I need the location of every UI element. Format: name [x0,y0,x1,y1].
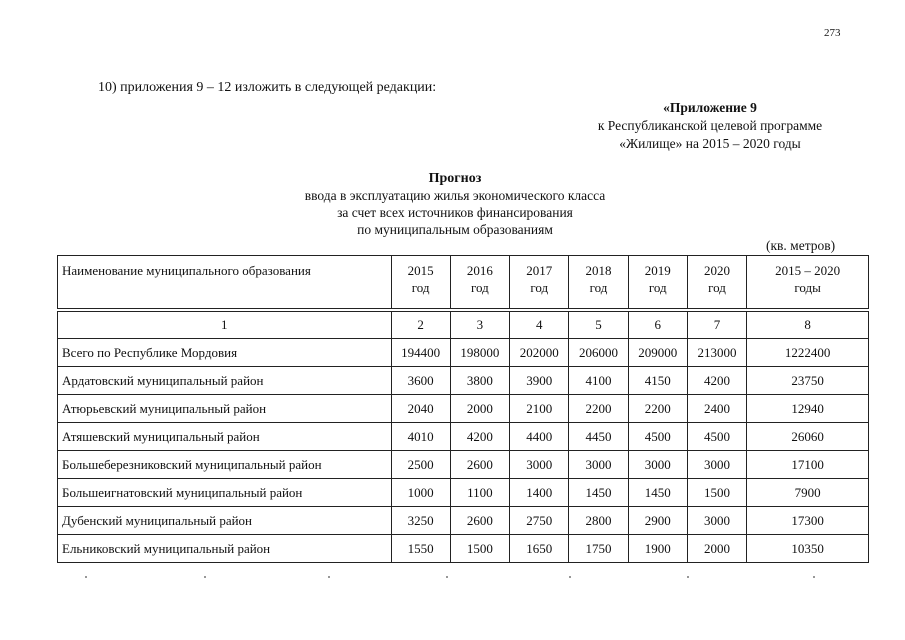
forecast-line-3: по муниципальным образованиям [357,222,553,237]
value-cell: 2000 [687,535,746,563]
column-number: 8 [747,312,869,339]
scan-marks [0,576,905,586]
value-cell: 4150 [628,367,687,395]
value-cell: 1450 [628,479,687,507]
header-year [687,256,746,309]
scan-dot [569,576,571,578]
row-name-cell: Всего по Республике Мордовия [58,339,392,367]
header-line: 2018 [585,263,612,278]
value-cell: 1222400 [747,339,869,367]
header-line: год [530,280,549,295]
value-cell: 4200 [450,423,509,451]
header-line: 2015 [407,263,434,278]
table-row [58,479,869,507]
scan-dot [446,576,448,578]
forecast-table [57,255,869,563]
value-cell: 1500 [687,479,746,507]
header-line: год [648,280,667,295]
column-number: 4 [510,312,569,339]
value-cell: 2600 [450,451,509,479]
appendix-header [560,99,860,153]
row-name-cell: Ардатовский муниципальный район [58,367,392,395]
value-cell: 3250 [391,507,450,535]
value-cell: 2500 [391,451,450,479]
page-number: 273 [824,27,841,39]
appendix-line-1: к Республиканской целевой программе [597,118,823,133]
value-cell: 4500 [628,423,687,451]
table-row [58,451,869,479]
table-row [58,535,869,563]
column-number: 6 [628,312,687,339]
header-line: 2017 [526,263,553,278]
value-cell: 7900 [747,479,869,507]
column-number: 7 [687,312,746,339]
forecast-line-2: за счет всех источников финансирования [337,205,573,220]
column-number: 2 [391,312,450,339]
value-cell: 2200 [569,395,628,423]
value-cell: 202000 [510,339,569,367]
column-number: 1 [58,312,392,339]
appendix-line-2: «Жилище» на 2015 – 2020 годы [619,136,801,151]
header-line: годы [794,280,821,295]
header-line: год [411,280,430,295]
scan-dot [687,576,689,578]
forecast-line-1: ввода в эксплуатацию жилья экономического класса [304,188,606,203]
value-cell: 1550 [391,535,450,563]
value-cell: 2000 [450,395,509,423]
header-line: год [589,280,608,295]
value-cell: 3000 [628,451,687,479]
value-cell: 2400 [687,395,746,423]
header-year [628,256,687,309]
value-cell: 17300 [747,507,869,535]
value-cell: 10350 [747,535,869,563]
intro-text: 10) приложения 9 – 12 изложить в следующей редакции: [98,80,437,95]
header-name [58,256,392,309]
value-cell: 1100 [450,479,509,507]
value-cell: 4450 [569,423,628,451]
column-number: 5 [569,312,628,339]
value-cell: 1500 [450,535,509,563]
value-cell: 2800 [569,507,628,535]
header-year [391,256,450,309]
column-number-row [58,312,869,339]
table-row [58,423,869,451]
row-name-cell: Ельниковский муниципальный район [58,535,392,563]
value-cell: 4010 [391,423,450,451]
value-cell: 3000 [687,507,746,535]
value-cell: 206000 [569,339,628,367]
value-cell: 1400 [510,479,569,507]
row-name-cell: Большеигнатовский муниципальный район [58,479,392,507]
value-cell: 3000 [687,451,746,479]
table-header-row [58,256,869,309]
value-cell: 194400 [391,339,450,367]
value-cell: 3800 [450,367,509,395]
value-cell: 1650 [510,535,569,563]
appendix-title: «Приложение 9 [663,100,757,115]
value-cell: 4100 [569,367,628,395]
row-name-cell: Большеберезниковский муниципальный район [58,451,392,479]
value-cell: 2040 [391,395,450,423]
value-cell: 3900 [510,367,569,395]
value-cell: 12940 [747,395,869,423]
value-cell: 2600 [450,507,509,535]
header-line: 2015 – 2020 [775,263,841,278]
header-line: Наименование муниципального образования [62,263,311,278]
value-cell: 1750 [569,535,628,563]
value-cell: 26060 [747,423,869,451]
value-cell: 1450 [569,479,628,507]
value-cell: 1000 [391,479,450,507]
forecast-heading [230,170,680,238]
scan-dot [328,576,330,578]
value-cell: 213000 [687,339,746,367]
value-cell: 2900 [628,507,687,535]
value-cell: 198000 [450,339,509,367]
header-line: год [471,280,489,295]
row-name-cell: Дубенский муниципальный район [58,507,392,535]
header-year [450,256,509,309]
value-cell: 3000 [569,451,628,479]
value-cell: 3000 [510,451,569,479]
table-row [58,367,869,395]
value-cell: 2100 [510,395,569,423]
value-cell: 4400 [510,423,569,451]
unit-label: (кв. метров) [766,238,836,253]
header-line: 2019 [644,263,671,278]
scan-dot [85,576,87,578]
header-line: 2020 [704,263,731,278]
value-cell: 2750 [510,507,569,535]
row-name-cell: Атюрьевский муниципальный район [58,395,392,423]
value-cell: 209000 [628,339,687,367]
table-row [58,395,869,423]
value-cell: 4500 [687,423,746,451]
forecast-title: Прогноз [428,171,482,186]
column-number: 3 [450,312,509,339]
table-row [58,507,869,535]
table-row [58,339,869,367]
scan-dot [204,576,206,578]
header-line: 2016 [466,263,493,278]
value-cell: 17100 [747,451,869,479]
value-cell: 3600 [391,367,450,395]
header-line: год [708,280,726,295]
row-name-cell: Атяшевский муниципальный район [58,423,392,451]
header-year [510,256,569,309]
header-year [747,256,869,309]
scan-dot [813,576,815,578]
value-cell: 4200 [687,367,746,395]
value-cell: 2200 [628,395,687,423]
value-cell: 23750 [747,367,869,395]
header-year [569,256,628,309]
value-cell: 1900 [628,535,687,563]
